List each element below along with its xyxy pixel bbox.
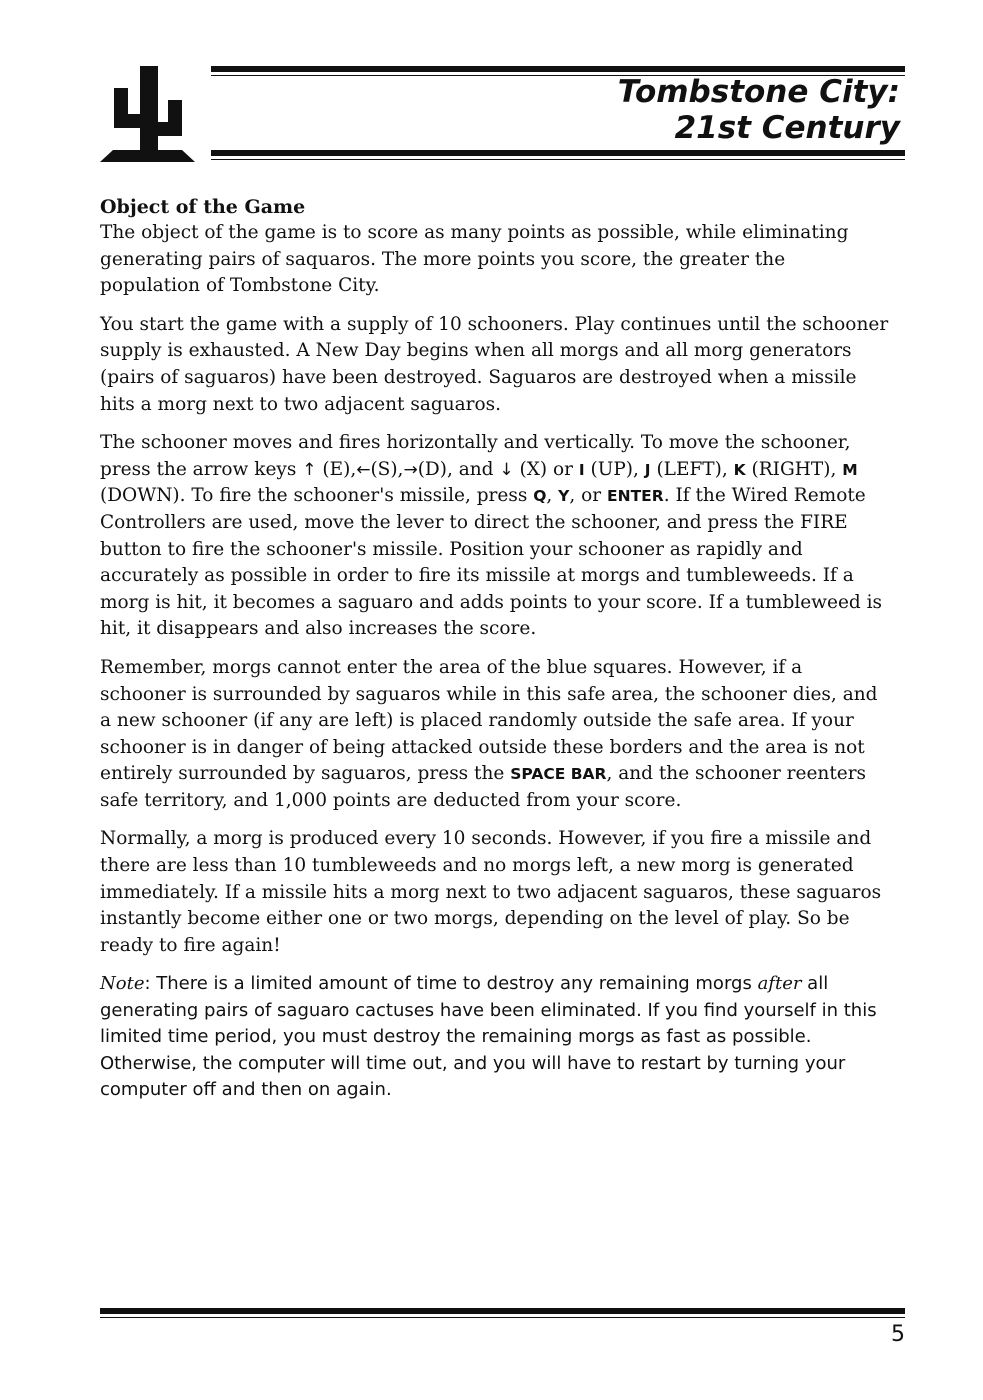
footer-rule (100, 1308, 905, 1314)
title-line-2: 21st Century (674, 110, 900, 146)
text-segment: , and the schooner reenters safe territory, and 1,000 points are deducted from your score. (100, 763, 867, 811)
text-segment: (UP), (584, 458, 645, 480)
footer-thin-rule (100, 1317, 905, 1318)
main-content (100, 194, 890, 1115)
paragraph-schooner-supply: You start the game with a supply of 10 schooners. Play continues until the schooner supply is exhausted. A New Day begins when all morgs and all morg generators (pairs of saguaros) have been destroyed. Saguaros are destroyed when a missile hits a morg next to two adjacent saguaros. (100, 313, 889, 415)
section-heading: Object of the Game (100, 196, 306, 218)
key-space-bar: SPACE BAR (510, 765, 607, 784)
header-bottom-thin-rule (211, 159, 905, 160)
header-bottom-rule (211, 150, 905, 156)
text-segment: . If the Wired Remote Controllers are used, move the lever to direct the schooner, and press the FIRE button to fire the schooner's missile. Position your schooner as rapidly and accurately as possible in order to fire its missile at morgs and tumbleweeds. If a morg is hit, it becomes a saguaro and adds points to your score. If a tumbleweed is hit, it disappears and also increases the score. (100, 485, 883, 640)
text-segment: The schooner moves and fires horizontally and vertically. To move the schooner, press the arrow keys (100, 432, 851, 480)
text-segment: (D), and (417, 458, 500, 480)
paragraph-safe-area (100, 655, 890, 815)
page-title (600, 74, 900, 146)
paragraph-object: The object of the game is to score as many points as possible, while eliminating generating pairs of saquaros. The more points you score, the greater the population of Tombstone City. (100, 222, 849, 297)
left-arrow-icon: ← (356, 459, 371, 480)
key-j: J (644, 460, 651, 479)
paragraph-note (100, 971, 890, 1103)
header-top-rule (211, 66, 905, 72)
up-arrow-icon: ↑ (302, 459, 317, 480)
text-segment: (RIGHT), (745, 458, 843, 480)
key-y: Y (558, 487, 570, 506)
text-segment: (S), (370, 458, 404, 480)
saguaro-cactus-icon (100, 66, 195, 162)
text-segment: all generating pairs of saguaro cactuses have been eliminated. If you find yourself in this limited time period, you must destroy the remaining morgs as fast as possible. Otherwise, the computer will time out, and you will have to restart by turning your computer off and then on again. (100, 973, 877, 1101)
text-segment: Remember, morgs cannot enter the area of the blue squares. However, if a schooner is surrounded by saguaros while in this safe area, the schooner dies, and a new schooner (if any are left) is placed randomly outside the safe area. If your schooner is in danger of being attacked outside these borders and the area is not entirely surrounded by saguaros, press the (100, 656, 878, 785)
title-line-1: Tombstone City: (617, 74, 900, 110)
note-label: Note (100, 973, 145, 995)
page-number: 5 (891, 1322, 905, 1347)
text-segment: (LEFT), (650, 458, 734, 480)
text-segment: (X) or (513, 458, 579, 480)
text-segment: (E), (316, 458, 357, 480)
key-enter: ENTER (607, 487, 664, 506)
key-k: K (733, 460, 746, 479)
text-segment: , (546, 485, 559, 507)
down-arrow-icon: ↓ (499, 459, 514, 480)
key-i: I (578, 460, 585, 479)
text-segment: , or (569, 485, 608, 507)
text-segment: : There is a limited amount of time to destroy any remaining morgs (144, 973, 758, 995)
key-m: M (842, 460, 858, 479)
key-q: Q (533, 487, 547, 506)
paragraph-morg-generation: Normally, a morg is produced every 10 seconds. However, if you fire a missile and there are less than 10 tumbleweeds and no morgs left, a new morg is generated immediately. If a missile hits a morg next to two adjacent saguaros, these saguaros instantly become either one or two morgs, depending on the level of play. So be ready to fire again! (100, 828, 882, 956)
text-segment: (DOWN). To fire the schooner's missile, press (100, 485, 534, 507)
emphasis-after: after (757, 973, 802, 995)
right-arrow-icon: → (403, 459, 418, 480)
paragraph-controls (100, 430, 890, 643)
